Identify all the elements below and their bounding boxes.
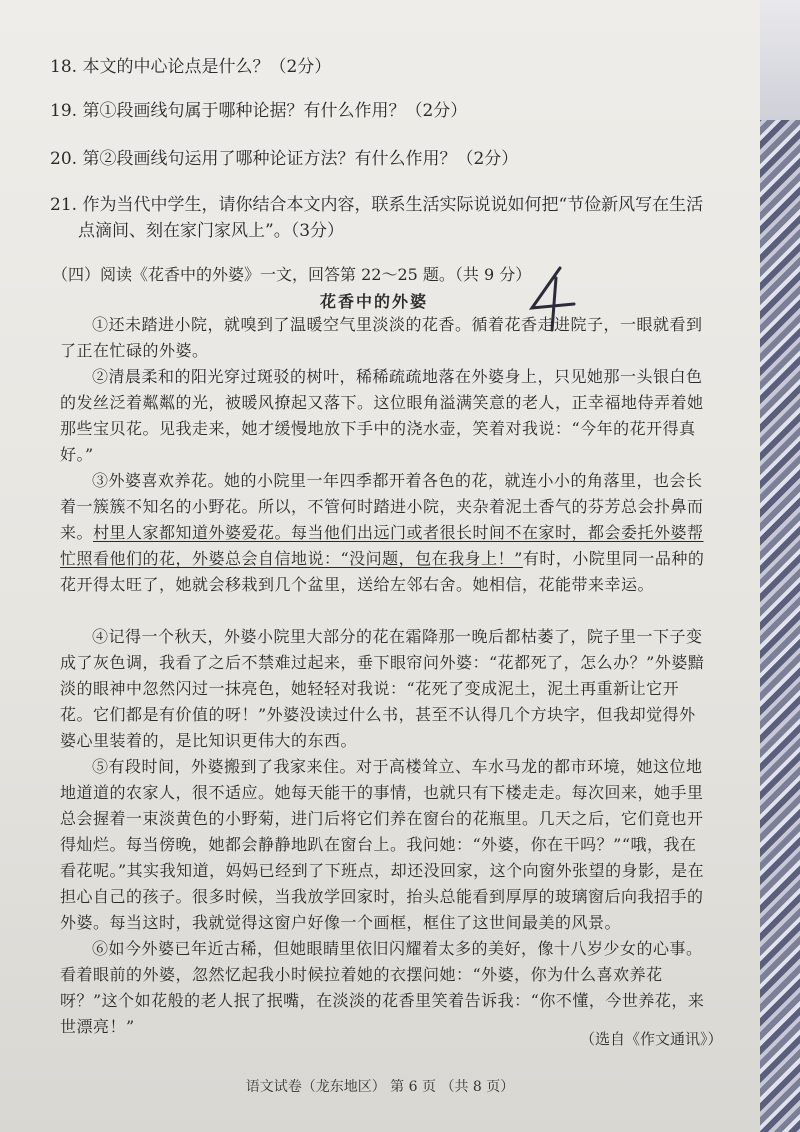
question-20: 20. 第②段画线句运用了哪种论证方法？有什么作用？（2分）: [50, 149, 519, 169]
paragraph-6: [60, 936, 710, 1040]
paragraph-1: [60, 312, 710, 364]
paragraph-2: [60, 364, 710, 468]
paragraph-3: [60, 468, 710, 598]
paragraph-3-text-a: ③外婆喜欢养花。她的小院里一年四季都开着各色的花，就连小小的角落里，也会长着一簇簇不知名的小野花。所以，不管何时踏进小院，夹杂着泥土香气的芬芳总会扑鼻而来。: [60, 471, 704, 542]
paragraph-3-underlined-sentence: 村里人家都知道外婆爱花。每当他们出远门或者很长时间不在家时，都会委托外婆帮忙照看他们的花，外婆总会自信地说：“没问题，包在我身上！”: [60, 523, 704, 568]
background-fabric: [760, 0, 800, 1132]
paragraph-5-text: ⑤有段时间，外婆搬到了我家来住。对于高楼耸立、车水马龙的都市环境，她这位地地道道的农家人，很不适应。她每天能干的事情，也就只有下楼走走。每次回来，她手里总会握着一束淡黄色的小野菊，进门后将它们养在窗台的花瓶里。几天之后，它们竟也开得灿烂。每当傍晚，她都会静静地趴在窗台上。我问她：“外婆，你在干吗？”“哦，我在看花呢。”其实我知道，妈妈已经到了下班点，却还没回家，这个向窗外张望的身影，是在担心自己的孩子。很多时候，当我放学回家时，抬头总能看到厚厚的玻璃窗后向我招手的外婆。每当这时，我就觉得这窗户好像一个画框，框住了这世间最美的风景。: [60, 757, 705, 932]
paragraph-3-text-b: 有时，小院里同一品种的花开得太旺了，她就会移栽到几个盆里，送给左邻右舍。她相信，花能带来幸运。: [60, 549, 705, 594]
paragraph-2-text: ②清晨柔和的阳光穿过斑驳的树叶，稀稀疏疏地落在外婆身上，只见她那一头银白色的发丝泛着粼粼的光，被暖风撩起又落下。这位眼角溢满笑意的老人，正幸福地侍弄着她那些宝贝花。见我走来，她才缓慢地放下手中的浇水壶，笑着对我说：“今年的花开得真好。”: [60, 367, 704, 464]
paragraph-6-text: ⑥如今外婆已年近古稀，但她眼睛里依旧闪耀着太多的美好，像十八岁少女的心事。看着眼前的外婆，忽然忆起我小时候拉着她的衣摆问她：“外婆，你为什么喜欢养花呀？”这个如花般的老人抿了抿嘴，在淡淡的花香里笑着告诉我：“你不懂，今世养花，来世漂亮！”: [60, 939, 705, 1036]
paragraph-4: [60, 624, 710, 754]
paragraph-5: [60, 754, 710, 936]
article-title: 花香中的外婆: [320, 292, 429, 311]
section-heading: （四）阅读《花香中的外婆》一文，回答第 22～25 题。（共 9 分）: [52, 265, 532, 284]
background-fabric-top: [760, 0, 800, 120]
page-footer: 语文试卷（龙东地区） 第 6 页 （共 8 页）: [245, 1079, 515, 1095]
question-18: 18. 本文的中心论点是什么？（2分）: [50, 57, 332, 77]
paragraph-1-text: ①还未踏进小院，就嗅到了温暖空气里淡淡的花香。循着花香走进院子，一眼就看到了正在忙碌的外婆。: [60, 315, 703, 360]
paragraph-4-text: ④记得一个秋天，外婆小院里大部分的花在霜降那一晚后都枯萎了，院子里一下子变成了灰色调，我看了之后不禁难过起来，垂下眼帘问外婆：“花都死了，怎么办？”外婆黯淡的眼神中忽然闪过一抹亮色，她轻轻对我说：“花死了变成泥土，泥土再重新让它开花。它们都是有价值的呀！”外婆没读过什么书，甚至不认得几个方块字，但我却觉得外婆心里装着的，是比知识更伟大的东西。: [60, 627, 705, 750]
question-21-line1: 21. 作为当代中学生，请你结合本文内容，联系生活实际说说如何把“节俭新风写在生活: [50, 195, 704, 215]
article-source: （选自《作文通讯》）: [580, 1030, 723, 1048]
question-19: 19. 第①段画线句属于哪种论据？有什么作用？（2分）: [50, 101, 468, 121]
question-21-line2: 点滴间、刻在家门家风上”。（3分）: [78, 221, 345, 241]
